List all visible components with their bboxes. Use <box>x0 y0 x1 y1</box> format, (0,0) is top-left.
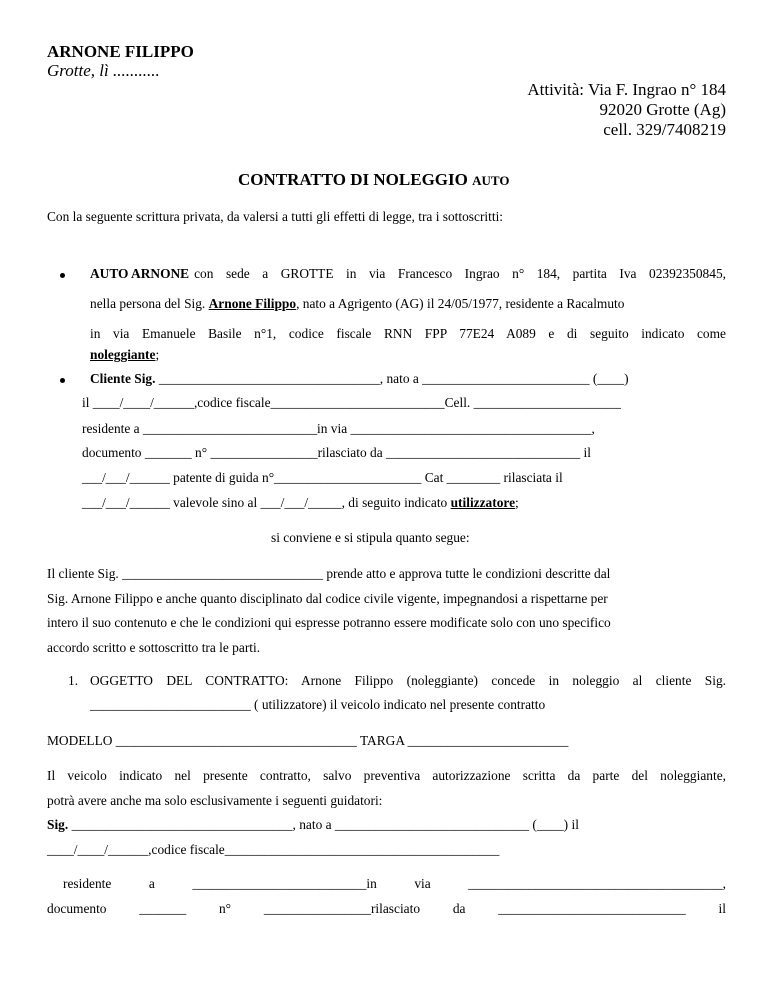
party2-line-3: residente a __________________________in via ____________________________________, <box>82 421 595 436</box>
vehicle-line: MODELLO ____________________________________ TARGA ________________________ <box>47 733 569 748</box>
address-line-3: cell. 329/7408219 <box>603 120 726 139</box>
driver-line-3: residente a __________________________in via ______________________________________, <box>63 876 726 891</box>
business-address <box>527 80 726 140</box>
address-line-2: 92020 Grotte (Ag) <box>599 100 726 119</box>
client-label: Cliente Sig. <box>90 371 156 386</box>
bullet-icon <box>60 273 65 278</box>
title-suffix: AUTO <box>472 173 510 188</box>
agreement-text: si conviene e si stipula quanto segue: <box>271 530 470 545</box>
company-name: AUTO ARNONE <box>90 266 190 281</box>
driver-line-2: ____/____/______,codice fiscale_________________________________________ <box>47 842 500 857</box>
clause1-line-1: OGGETTO DEL CONTRATTO: Arnone Filippo (noleggiante) concede in noleggio al cliente Sig. <box>90 673 726 688</box>
driver-label: Sig. <box>47 817 69 832</box>
client-para-line-4: accordo scritto e sottoscritto tra le parti. <box>47 640 261 655</box>
party2-line-6: ___/___/______ valevole sino al ___/___/_____, di seguito indicato utilizzatore; <box>82 495 519 510</box>
owner-name-inline: Arnone Filippo <box>208 296 297 311</box>
party1-block <box>90 266 726 362</box>
party1-line-1 <box>90 266 726 282</box>
party2-line-4: documento _______ n° ________________rilasciato da _____________________________ il <box>82 445 591 460</box>
party2-line-5: ___/___/______ patente di guida n°______________________ Cat ________ rilasciata il <box>82 470 563 485</box>
client-para-line-1: Il cliente Sig. ______________________________ prende atto e approva tutte le condizioni descritte dal <box>47 566 611 581</box>
driver-line-1: Sig. _________________________________, nato a _____________________________ (____) il <box>47 817 579 832</box>
intro-text: Con la seguente scrittura privata, da valersi a tutti gli effetti di legge, tra i sottoscritti: <box>47 209 504 224</box>
document-title <box>238 170 509 190</box>
place-date: Grotte, lì ........... <box>47 61 160 80</box>
driver-line-4: documento _______ n° ________________rilasciato da ____________________________ il <box>47 901 726 916</box>
client-para-line-2: Sig. Arnone Filippo e anche quanto disciplinato dal codice civile vigente, impegnandosi a rispettarne per <box>47 591 608 606</box>
address-line-1: Attività: Via F. Ingrao n° 184 <box>527 80 726 99</box>
party1-line-3: in via Emanuele Basile n°1, codice fiscale RNN FPP 77E24 A089 e di seguito indicato come <box>90 326 726 341</box>
party1-line-2: nella persona del Sig. Arnone Filippo, nato a Agrigento (AG) il 24/05/1977, residente a Racalmuto <box>90 296 625 311</box>
title-main: CONTRATTO DI NOLEGGIO <box>238 170 468 189</box>
drivers-para-line-1: Il veicolo indicato nel presente contratto, salvo preventiva autorizzazione scritta da parte del noleggiante, <box>47 768 726 783</box>
party2-line-1: Cliente Sig. _________________________________, nato a _________________________ (____) <box>90 371 629 386</box>
client-para-line-3: intero il suo contenuto e che le condizioni qui espresse potranno essere modificate solo con uno specifico <box>47 615 611 630</box>
clause1-line-2: ________________________ ( utilizzatore) il veicolo indicato nel presente contratto <box>90 697 546 712</box>
bullet-icon <box>60 378 65 383</box>
clause-number: 1. <box>68 673 79 688</box>
company-details: con sede a GROTTE in via Francesco Ingrao n° 184, partita Iva 02392350845, <box>194 266 726 281</box>
owner-name: ARNONE FILIPPO <box>47 42 194 61</box>
party2-line-2: il ____/____/______,codice fiscale__________________________Cell. ______________________ <box>82 395 621 410</box>
drivers-para-line-2: potrà avere anche ma solo esclusivamente i seguenti guidatori: <box>47 793 383 808</box>
client-role: utilizzatore <box>450 495 516 510</box>
party1-role: noleggiante; <box>90 347 160 362</box>
